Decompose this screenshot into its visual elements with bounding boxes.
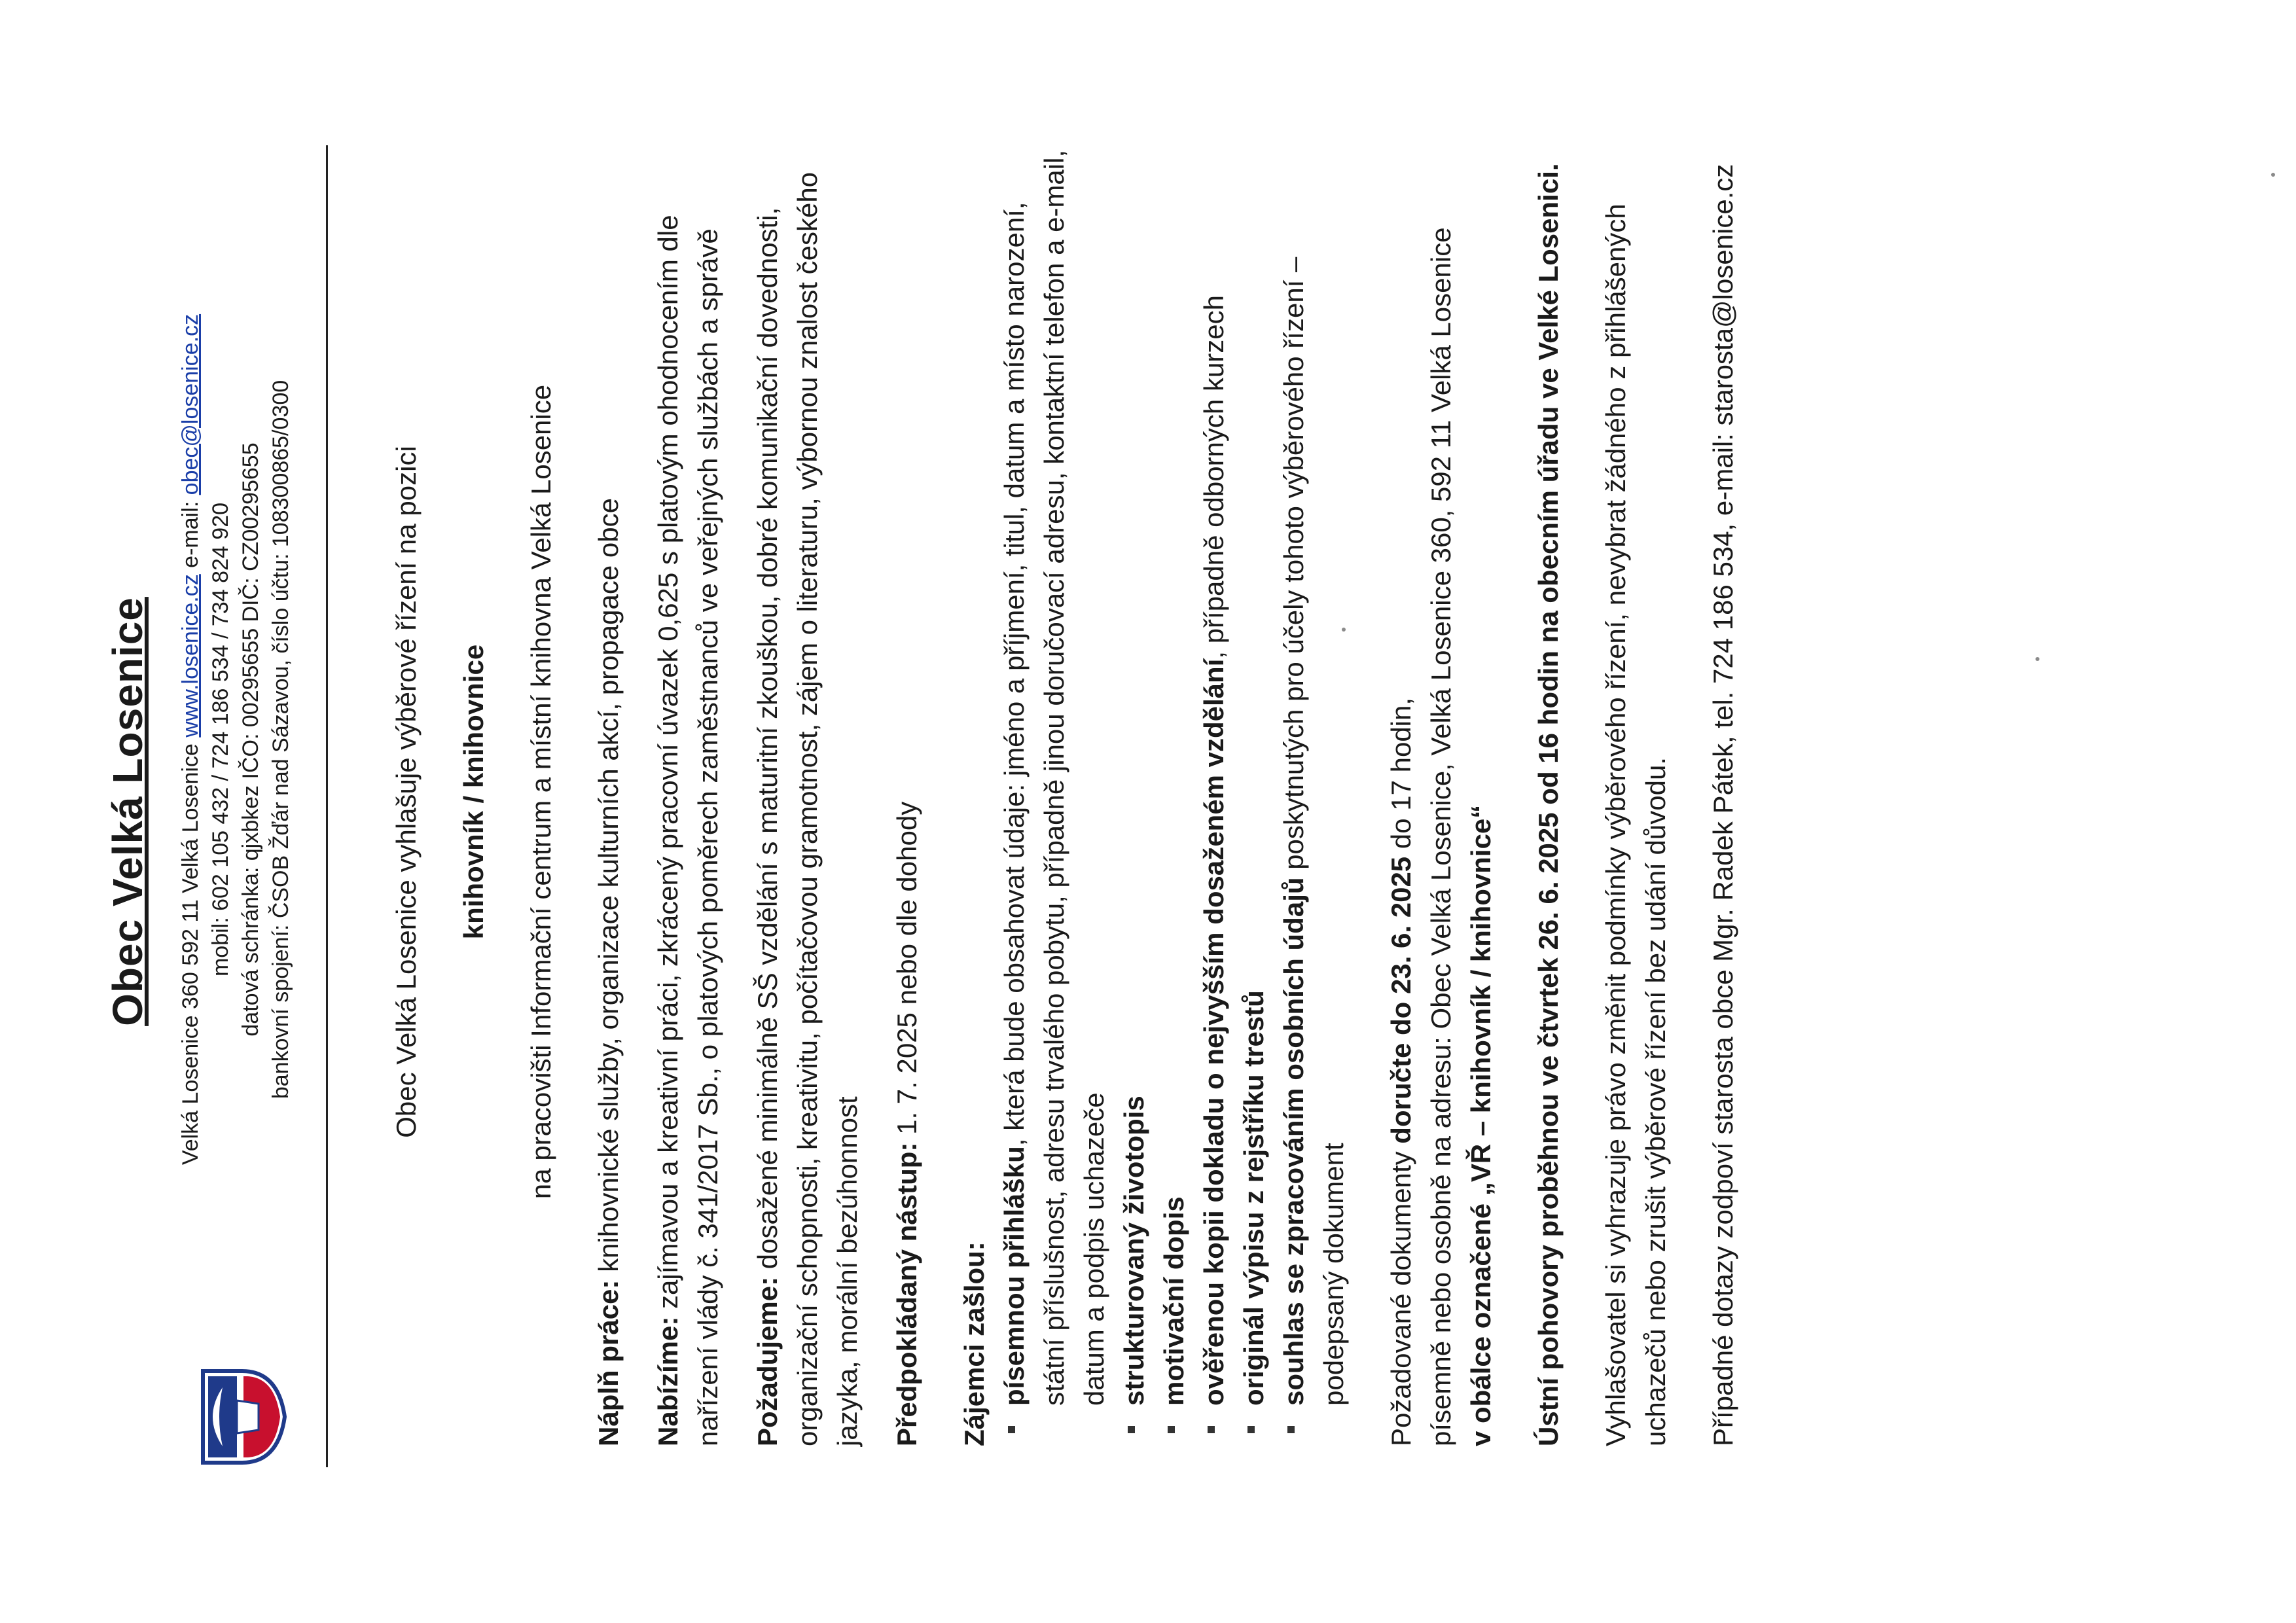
scan-speck (2271, 173, 2275, 177)
required-documents-list (994, 137, 1354, 1446)
scan-speck (1342, 628, 1346, 632)
letterhead-ids: datová schránka: qjxbkez IČO: 00295655 DIČ: CZ00295655 (238, 442, 263, 1037)
applicants-send-label: Zájemci zašlou: (959, 1241, 990, 1446)
header-divider (326, 145, 328, 1467)
envelope-marking: v obálce označené „VŘ – knihovník / knihovnice“ (1465, 804, 1496, 1446)
list-item: motivační dopis (1154, 137, 1194, 1446)
submission-deadline: Požadované dokumenty doručte do 23. 6. 2025 do 17 hodin, (1386, 697, 1416, 1446)
list-item: originál výpisu z rejstříku trestů (1234, 137, 1274, 1446)
page-title: Obec Velká Losenice (104, 597, 151, 1026)
position-title: knihovník / knihovnice (458, 644, 489, 940)
letterhead-contact-block (175, 164, 296, 1315)
submission-address: písemně nebo osobně na adresu: Obec Velká Losenice, Velká Losenice 360, 592 11 Velká Losenice (1426, 227, 1456, 1446)
offer-paragraph: Nabízíme: zajímavou a kreativní práci, zkrácený pracovní úvazek 0,625 s platovým ohodnocením dle nařízení vlády č. 341/2017 Sb., o platových poměrech zaměstnanců ve veřejných službách a správě (653, 215, 723, 1446)
website-link[interactable]: www.losenice.cz (178, 574, 203, 738)
job-description-label: Náplň práce: (593, 1279, 624, 1446)
offer-label: Nabízíme: (653, 1316, 683, 1446)
interviews-notice: Ústní pohovory proběhnou ve čtvrtek 26. 6. 2025 od 16 hodin na obecním úřadu ve Velké Losenici. (1533, 163, 1564, 1446)
letterhead-address: Velká Losenice 360 592 11 Velká Losenice (178, 737, 203, 1166)
job-description: Náplň práce: knihovnické služby, organizace kulturních akcí, propagace obce (593, 498, 624, 1446)
reservation-notice: Vyhlašovatel si vyhrazuje právo změnit podmínky výběrového řízení, nevybrat žádného z přihlášených uchazečů nebo zrušit výběrové řízení bez udání důvodu. (1600, 204, 1671, 1446)
letterhead-phones: mobil: 602 105 432 / 724 186 534 / 734 824 920 (208, 502, 233, 977)
document-body (386, 137, 1743, 1446)
letterhead-bank: bankovní spojení: ČSOB Žďár nad Sázavou, číslo účtu: 108300865/0300 (268, 380, 293, 1099)
requirements-paragraph: Požadujeme: dosažené minimálně SŠ vzdělání s maturitní zkouškou, dobré komunikační dovednosti, organizační schopnosti, kreativitu, počítačovou gramotnost, zájem o literaturu, výbornou znalost českého jazyka, morální bezúhonnost (752, 171, 863, 1446)
workplace-text: na pracovišti Informační centrum a místní knihovna Velká Losenice (526, 384, 556, 1200)
requirements-label: Požadujeme: (752, 1276, 783, 1446)
start-date-paragraph: Předpokládaný nástup: 1. 7. 2025 nebo dle dohody (891, 801, 922, 1446)
intro-text: Obec Velká Losenice vyhlašuje výběrové řízení na pozici (391, 446, 422, 1138)
letterhead-address-line (175, 164, 206, 1315)
start-date-label: Předpokládaný nástup: (891, 1142, 922, 1446)
list-item: ověřenou kopii dokladu o nejvyšším dosaženém vzdělání, případně odborných kurzech (1194, 137, 1234, 1446)
list-item: strukturovaný životopis (1114, 137, 1154, 1446)
list-item: souhlas se zpracováním osobních údajů poskytnutých pro účely tohoto výběrového řízení – podepsaný dokument (1274, 137, 1354, 1446)
municipality-coat-of-arms-icon (196, 1364, 288, 1469)
list-item: písemnou přihlášku, která bude obsahovat údaje: jméno a příjmení, titul, datum a místo narození, státní příslušnost, adresu trvalého pobytu, případně jinou doručovací adresu, kontaktní telefon a e-mail, datum a podpis uchazeče (994, 137, 1114, 1446)
contact-info: Případné dotazy zodpoví starosta obce Mgr. Radek Pátek, tel. 724 186 534, e-mail: starosta@losenice.cz (1708, 164, 1738, 1446)
scan-speck (2036, 657, 2039, 661)
email-label: e-mail: (178, 495, 203, 575)
email-link[interactable]: obec@losenice.cz (178, 313, 203, 495)
